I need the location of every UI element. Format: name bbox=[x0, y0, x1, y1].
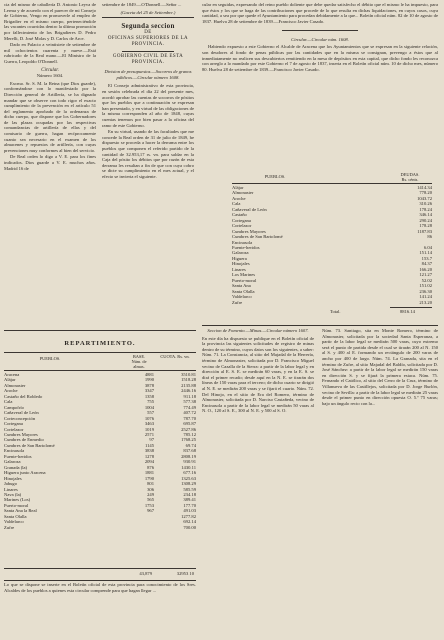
deudas-cell: Galaroza bbox=[232, 250, 249, 256]
reparto-cell: 1790 bbox=[144, 475, 154, 481]
fomento-section bbox=[202, 328, 314, 414]
reparto-cell: 3510.81 bbox=[181, 372, 196, 377]
reparto-base-header: BASE. Núm. de almas. bbox=[131, 354, 147, 369]
reparto-cell: 69.74 bbox=[185, 442, 196, 448]
reparto-cell: 692.14 bbox=[183, 519, 196, 525]
deudas-cell: Los Marines bbox=[232, 272, 256, 278]
reparto-cell: 930.91 bbox=[183, 459, 196, 465]
reparto-cell: 3463 bbox=[144, 421, 154, 427]
divider bbox=[102, 17, 194, 18]
deudas-cell: 778.20 bbox=[419, 190, 432, 196]
reparto-cell: 785.12 bbox=[183, 431, 196, 437]
deudas-cell: Alájar bbox=[232, 185, 244, 190]
divider bbox=[282, 30, 358, 31]
reparto-cell: Marines (Los) bbox=[4, 497, 31, 503]
reparto-total-base: 43,879 bbox=[139, 571, 152, 576]
column-2 bbox=[102, 2, 194, 181]
reparto-cell: 755 bbox=[147, 399, 154, 405]
deudas-cell: 151.02 bbox=[419, 283, 432, 289]
reparto-cell: Higuera junto Aracena bbox=[4, 470, 46, 476]
reparto-cell: Hinojales bbox=[4, 475, 22, 481]
right-bottom-text: Núm. 73. Santiago, sita en Monte Romero, término de Almonaster, solicitada por la sociedad Santa Esperanza, a partir de la labor legal se medirán 500 varas, cuyo extremo será el punto de partida desde el cual se tirarán 200 al N. 150 al S. y 400 al E. formando un rectángulo de 200 varas de ancho por 400 de largo. Núm. 74. La Granada, sita en el término de Zufre, al sitio Majadal del Baldío, solicitada por D. José Sánchez: a partir de la labor legal se medirán 150 varas en dirección S. y se fijará la primera estaca. Núm. 75. Fernando el Católico, al sitio del Cerro de la Cruz, término de Villanueva de las Castillejos, solicitada por D. Jorge Burlón, vecino de Sevilla: a partir de la labor legal se medirán 25 varas desde el primer punto en dirección opuesta O. 5.º 75 varas; bajo un ángulo recto con la... bbox=[322, 328, 438, 406]
deudas-cell: Cañaveral de León bbox=[232, 206, 267, 212]
reparto-cell: Cortegana bbox=[4, 421, 23, 427]
reparto-cell: Valdelarco bbox=[4, 519, 24, 525]
fomento-text: En este día ha dispuesto se publique en el Boletín oficial de la provincia las siguientes solicitudes de registro de minas dentro de su término, cuyos datos son los siguientes, a saber: Núm. 71. La Constancia, al sitio del Majadal de la Herrería, término de Almonaster, solicitada por D. Francisco Miguel vecino de Cazalla de la Sierra: a partir de la labor legal y en dirección al E. S. E. se medirán 60 varas, y en la E. S. se dirá el primer recado; desde aquí en la N. E. se tirarán dos líneas de 150 varas para el tercero; de dicho cuarto se dirigió al N. E. se medirán 200 varas y se fijará el cuarto. Núm. 72. Del Hinojo, en el sitio de Era del Romero, término de Almonaster, solicitada por D. Narciso Castañeda, vecino de Encinasola a partir de la labor legal se medirán 50 varas al N. O., 120 al S. E., 300 al N. E. y 500 al S. O. bbox=[202, 335, 314, 414]
reparto-cuota-header: CUOTA. Rs. vn. bbox=[160, 354, 190, 359]
reparto-cell: Almonaster bbox=[4, 382, 26, 388]
divider bbox=[390, 307, 432, 308]
col3-top-text: cular en seguidas, expresando del reino pueblo doliente que debe quedar satisfecho el débito que el mismo le ha impuesto, para que éstos y los que se haga de las contribuciones que procede de lo que resulta en dichas liquidaciones, en cuyos casos, cuya cantidad, a sea por que quede el Ayuntamiento para procedan debidamente a la que... Boletín oficial núm. 82 de 10 de agosto de 1837. Huelva 28 de setiembre de 1839.—Francisco Javier Casado. bbox=[202, 2, 438, 24]
reparto-cell: 837.68 bbox=[183, 448, 196, 454]
repartimiento-title: REPARTIMIENTO. bbox=[64, 340, 136, 347]
divider bbox=[202, 325, 438, 326]
reparto-cell: 306 bbox=[147, 486, 154, 492]
reparto-cell: Nava (la) bbox=[4, 491, 22, 497]
reparto-cell: 876 bbox=[147, 464, 154, 470]
deudas-cell: 310.26 bbox=[419, 201, 432, 207]
reparto-cell: 1768.25 bbox=[181, 437, 196, 443]
reparto-cell: 1358 bbox=[144, 393, 154, 399]
reparto-cell: 2808.19 bbox=[181, 453, 196, 459]
circular-number: Número 1604. bbox=[36, 73, 64, 79]
reparto-cell: Corteconcepción bbox=[4, 415, 36, 421]
deudas-subheader: Rs. cénts. bbox=[401, 177, 419, 182]
circular-heading: Circular. bbox=[41, 67, 59, 73]
reparto-cell: 3347 bbox=[144, 388, 154, 394]
reparto-cell: 177.70 bbox=[183, 502, 196, 508]
reparto-cell: Cumbres de San Bartolomé bbox=[4, 442, 55, 448]
reparto-cell: 1076 bbox=[144, 415, 154, 421]
reparto-cell: 3838 bbox=[144, 448, 154, 454]
reparto-cell: 1990 bbox=[144, 377, 154, 383]
reparto-cell: Encinasola bbox=[4, 448, 25, 454]
circular-closing: De Real orden lo digo a V. E. para los fines indicados. Dios guarde a V. E. muchos años. Madrid 16 de bbox=[4, 154, 96, 171]
reparto-cell: 1753 bbox=[144, 502, 154, 508]
reparto-cell: 249 bbox=[147, 491, 154, 497]
pueblos-header: PUEBLOS. bbox=[264, 174, 286, 179]
reparto-cell: 2135.88 bbox=[181, 382, 196, 388]
reparto-cell: 491.03 bbox=[183, 508, 196, 514]
reparto-cell: Granada (la) bbox=[4, 464, 28, 470]
footer-left-text: Lo que se dispone se inserte en el Boletín oficial de esta provincia para conocimiento de los Sres. Alcaldes de los pueblos a quienes esta circular comprende para que hagan llegar ... bbox=[4, 582, 196, 593]
deudas-cell: 153.7 bbox=[421, 255, 432, 261]
reparto-cell: 700.00 bbox=[183, 524, 196, 530]
reparto-cell: 787.70 bbox=[183, 415, 196, 421]
deudas-cell: 1187.83 bbox=[417, 228, 432, 234]
section-sub: DE bbox=[144, 29, 152, 35]
reparto-cell: 3878 bbox=[144, 382, 154, 388]
deudas-cell: 178.28 bbox=[419, 223, 432, 229]
reparto-cell: Jabugo bbox=[4, 481, 18, 487]
deudas-cell: 213.20 bbox=[419, 299, 432, 305]
deudas-cell: Fuente-heridos bbox=[232, 244, 260, 250]
deudas-cell: 290.24 bbox=[419, 217, 432, 223]
reparto-pueblos-header: PUEBLOS. bbox=[39, 356, 61, 361]
reparto-cell: 967 bbox=[147, 508, 154, 514]
decree-text: cia del mismo de caballería D. Antonio Leyva de Lerma y de acuerdo con el parecer de mi Consejo de Gobierno, Vengo en promoverle al empleo de Brigadier en el mismo cuerpo, perteneciéndole las vacantes ocurridas dentro la última promoción por fallecimiento de los Brigadieres D. Pedro Merelli, D. José Molas y D. Carlos de Arce. bbox=[4, 2, 96, 41]
reparto-cell: 2571 bbox=[144, 431, 154, 437]
reparto-cell: 1004 bbox=[144, 404, 154, 410]
deudas-cell: 6.04 bbox=[423, 244, 432, 250]
deudas-cell: 121.27 bbox=[419, 272, 432, 278]
reparto-cell: 677.16 bbox=[183, 470, 196, 476]
col2-paragraph-1: El Consejo administrativo de esta provincia, en sesión celebrada el día 22 del presente mes, acordó aprobar las cuentas de socorros de pósitos que los pueblos que a continuación se expresan han presentado, y en virtud de las obligaciones de la misma corresponden al año de 1848, cuyas cuentas tenemos por bien pasar a la oficina del ramo de este Gobierno. bbox=[102, 83, 194, 128]
reparto-cell: 1019 bbox=[144, 426, 154, 432]
reparto-cell: 1277.82 bbox=[181, 513, 196, 519]
deudas-cell: 1414.34 bbox=[417, 185, 432, 190]
divider bbox=[4, 330, 196, 331]
gobierno-title: GOBIERNO CIVIL DE ESTA PROVINCIA. bbox=[112, 54, 184, 66]
reparto-cell: 577.38 bbox=[183, 399, 196, 405]
reparto-cell: 2094 bbox=[144, 459, 154, 465]
reparto-cell: 774.49 bbox=[183, 404, 196, 410]
reparto-cell: 2527.86 bbox=[181, 426, 196, 432]
deudas-cell: Encinasola bbox=[232, 239, 253, 245]
divider bbox=[4, 568, 196, 569]
reparto-cell: 97 bbox=[149, 437, 154, 443]
reparto-cell: 565 bbox=[147, 497, 154, 503]
reparto-cell: 557 bbox=[147, 410, 154, 416]
reparto-cell: 2446.16 bbox=[181, 388, 196, 394]
reparto-cell: Cortelazor bbox=[4, 426, 24, 432]
reparto-cell: Santa Ana la Real bbox=[4, 508, 37, 514]
reparto-cell: 1278 bbox=[144, 453, 154, 459]
reparto-cell: 407.72 bbox=[183, 410, 196, 416]
reparto-cell: Cala bbox=[4, 399, 13, 405]
reparto-cell: Puerto-moral bbox=[4, 502, 29, 508]
reparto-cell: Galaroza bbox=[4, 459, 21, 465]
reparto-cell: Cumbres de Enmedio bbox=[4, 437, 44, 443]
deudas-cell: Cumbres Mayores bbox=[232, 228, 266, 234]
section-title: Segunda seccion bbox=[121, 21, 175, 30]
deudas-cell: 166.20 bbox=[419, 266, 432, 272]
reparto-cell: Fuente-heridos bbox=[4, 453, 32, 459]
deudas-cell: Cumbres de San Bartolomé bbox=[232, 234, 283, 240]
deudas-cell: Higuera bbox=[232, 255, 247, 261]
reparto-cell: Aracena bbox=[4, 372, 20, 377]
deudas-cell: Puerto-moral bbox=[232, 277, 257, 283]
total-label: Total. bbox=[330, 309, 341, 314]
deudas-cell: Valdelarco bbox=[232, 294, 252, 300]
reparto-row bbox=[4, 525, 196, 530]
reparto-cell: Aroche bbox=[4, 388, 18, 394]
deudas-cell: Santa Ana bbox=[232, 283, 251, 289]
deudas-cell: Linares bbox=[232, 266, 246, 272]
reparto-cell: Zufre bbox=[4, 524, 15, 530]
divider bbox=[232, 183, 432, 184]
deudas-cell: Zufre bbox=[232, 299, 243, 305]
divider bbox=[4, 352, 196, 353]
reparto-cell: 1308.29 bbox=[181, 481, 196, 487]
deudas-cell: Almonaster bbox=[232, 190, 254, 196]
divider bbox=[122, 51, 174, 52]
col2-paragraph-2: En su virtud, usando de las facultades que me concede la Real orden de 31 de julio de 1849, he dispuesto se proceda a hacer la derrama entre los pueblos que componen el referido partido de la cantidad de 32.953,17 rs. vn. para saldar en la Caja del pósito los débitos que por razón de esta derrama les resultan a fin de que con cuya cobro se dicte su cumplimiento en el mes actual, y el efecto se invierta el siguiente. bbox=[102, 129, 194, 179]
reparto-cell: Cumbres Mayores bbox=[4, 431, 38, 437]
column-1 bbox=[4, 2, 96, 172]
deudas-header: DEUDAS. bbox=[400, 172, 420, 177]
col2-top: setiembre de 1849.—O'Donnell.—Señor ... bbox=[102, 2, 182, 7]
reparto-cell: Linares bbox=[4, 486, 18, 492]
reparto-cell: 1325.63 bbox=[181, 475, 196, 481]
deudas-cell: Aroche bbox=[232, 195, 246, 201]
reparto-cell: 911.18 bbox=[183, 393, 196, 399]
gaceta-reference: (Gaceta del 25 de Setiembre.) bbox=[120, 9, 176, 15]
reparto-cell: Santa Olalla bbox=[4, 513, 27, 519]
reparto-cell: 1881 bbox=[144, 470, 154, 476]
deudas-cell: Cala bbox=[232, 201, 241, 207]
deudas-row bbox=[232, 300, 432, 305]
deudas-cell: 346.14 bbox=[419, 212, 432, 218]
deudas-cell: 84.37 bbox=[421, 261, 432, 267]
reparto-cell: 695.87 bbox=[183, 421, 196, 427]
reparto-cell: 1145 bbox=[144, 442, 154, 448]
deudas-cell: 52.02 bbox=[421, 277, 432, 283]
total-value: 8816.14 bbox=[400, 309, 415, 314]
oficinas-title: OFICINAS SUPERIORES DE LA PROVINCIA. bbox=[107, 35, 189, 47]
reparto-cell: 801 bbox=[147, 481, 154, 487]
deudas-cell: 86 bbox=[427, 234, 432, 240]
reparto-cell: Cañaveral de León bbox=[4, 410, 39, 416]
col3-body: Habiendo expuesto a este Gobierno el Alcalde de Aracena que los Ayuntamientos que se expresan en la siguiente relación, son deudores al fondo de penas públicas por las cantidades que en la misma se consignan, prevengo a éstos que al inmediatamente no realicen sus descubiertos remitiendo en la mesa de depósitos en esta capital, que dicho fondo les reconozca con arreglo a lo mandado por este Gobierno el 7 de agosto de 1837, inserta en el Boletín oficial núm. 10 de dicho mes, número 80. Huelva 28 de setiembre de 1839.—Francisco Javier Casado. bbox=[202, 44, 438, 72]
reparto-cell: Campofrío bbox=[4, 404, 24, 410]
deudas-cell: Santa Olalla bbox=[232, 288, 255, 294]
reparto-cell: 389.41 bbox=[183, 497, 196, 503]
column-3 bbox=[202, 2, 438, 73]
fomento-heading: Seccion de Fomento.—Minas.—Circular número 1607. bbox=[207, 328, 309, 333]
divider bbox=[4, 370, 196, 371]
deudas-cell: Cortelazor bbox=[232, 223, 252, 229]
deudas-cell: 178.24 bbox=[419, 206, 432, 212]
reparto-cell: 1430.11 bbox=[181, 464, 196, 470]
reparto-cell: 234.18 bbox=[183, 491, 196, 497]
reparto-cell: 1518.28 bbox=[181, 377, 196, 383]
reparto-cell bbox=[124, 525, 154, 530]
col3-heading: Circular.—Circular núm. 1608. bbox=[291, 36, 349, 42]
repartimiento-table bbox=[4, 372, 196, 530]
reparto-cell: 585.59 bbox=[183, 486, 196, 492]
deudas-cell: 1043.72 bbox=[417, 195, 432, 201]
reparto-cell: Castaño del Robledo bbox=[4, 393, 43, 399]
reparto-cell: 4881 bbox=[144, 372, 154, 377]
deudas-cell: Castaño bbox=[232, 212, 247, 218]
deudas-cell: 236.30 bbox=[419, 288, 432, 294]
deudas-cell: 141.24 bbox=[419, 294, 432, 300]
circular-body: Excmo. Sr. S. M. la Reina (que Dios guarde), conformándose con lo manifestado por la Dirección general de Artillería, se ha dignado mandar que se observe con todo rigor el exacto cumplimiento de la prevención en el artículo 51 del reglamento aprobado de la ordenanza de dicho cuerpo, que dispone que los Gobernadores de las plazas ocupadas por las respectivas comandancias de artillería de ellas y del comisario de guerra, hagan recíprocamente cuanto sea necesario en el examen de los almacenes y repuestos de artillería, con cuyas prevenciones muy conformes al bien del servicio. bbox=[4, 80, 96, 153]
deudas-cell: Hinojales bbox=[232, 261, 250, 267]
deudas-cell: Cortegana bbox=[232, 217, 251, 223]
deudas-cell: 151.14 bbox=[419, 250, 432, 256]
reparto-total-cuota: 32953 10 bbox=[176, 571, 194, 576]
division-heading: Division de presupuestos.—Socorros de granos públicos.—Circular número 1608. bbox=[104, 69, 192, 80]
divider bbox=[4, 580, 196, 581]
deudas-table bbox=[232, 185, 432, 305]
reparto-cell: Alájar bbox=[4, 377, 16, 383]
decree-signature: Dado en Palacio a veintisiete de setiembre de mil ochocientos cuarenta y nueve.—Está rubricado de la Real mano.—El Ministro de la Guerra, Leopoldo O'Donnell. bbox=[4, 42, 96, 64]
